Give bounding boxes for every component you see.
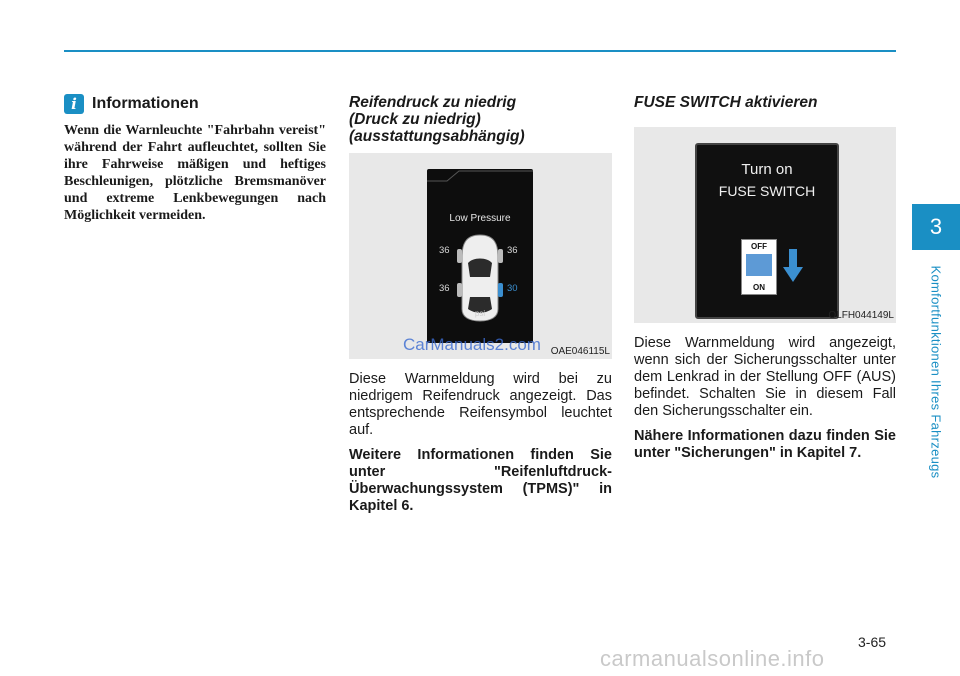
tire-body-text: Diese Warnmeldung wird bei zu niedrigem Reifendruck angezeigt. Das entsprechende Reifensymbol leuchtet auf. (349, 371, 612, 438)
info-icon: i (64, 94, 84, 114)
switch-knob (746, 254, 772, 276)
fuse-display (695, 143, 839, 319)
tpms-display (427, 169, 533, 343)
tire-rear-right-value: 30 (507, 283, 518, 294)
fuse-figure-code: OLFH044149L (828, 310, 894, 321)
tire-title-line1: Reifendruck zu niedrig (349, 94, 517, 111)
top-rule (64, 50, 896, 52)
figure-watermark: CarManuals2.com (403, 335, 541, 354)
info-body: Wenn die Warnleuchte "Fahrbahn vereist" während der Fahrt aufleuchtet, sollten Sie ihre Fahrweise mäßigen und heftiges Beschleunigen, plötzliche Bremsmanöver und extreme Lenkbewegungen nach Möglichkeit vermeiden. (64, 123, 326, 223)
screen-frame-line (427, 171, 533, 181)
tire-reference-text: Weitere Informationen finden Sie unter "Reifenluftdruck-Überwachungssystem (TPMS)" in Kapitel 6. (349, 447, 612, 514)
fuse-figure (634, 127, 896, 323)
fuse-screen-line2: FUSE SWITCH (718, 183, 816, 199)
tire-rear-left-value: 36 (439, 283, 450, 294)
info-column (64, 94, 326, 224)
fuse-switch-column (634, 94, 896, 462)
fuse-screen-line1: Turn on (741, 161, 793, 178)
tire-figure (349, 153, 612, 359)
fuse-body-text: Diese Warnmeldung wird angezeigt, wenn sich der Sicherungsschalter unter dem Lenkrad in der Stellung OFF (AUS) befindet. Schalten Sie in diesem Fall den Sicherungsschalter ein. (634, 335, 896, 419)
arrow-down-icon (783, 249, 803, 283)
page-number: 3-65 (858, 634, 887, 650)
low-tire-indicator (498, 283, 503, 297)
fuse-reference-text: Nähere Informationen dazu finden Sie unter "Sicherungen" in Kapitel 7. (634, 428, 896, 461)
tire-section-title (349, 94, 612, 145)
switch-off-label: OFF (751, 242, 767, 251)
tpms-screen-title: Low Pressure (449, 213, 511, 224)
chapter-label: Komfortfunktionen Ihres Fahrzeugs (928, 265, 944, 479)
footer-watermark: carmanualsonline.info (600, 646, 825, 671)
tire-figure-code: OAE046115L (550, 346, 610, 357)
tire-front-left-value: 36 (439, 245, 450, 256)
tire-title-line2: (Druck zu niedrig) (349, 111, 481, 128)
tire-front-right-value: 36 (507, 245, 518, 256)
chapter-tab: 3 (912, 204, 960, 250)
tpms-unit-label: psi (474, 309, 486, 318)
fuse-section-title: FUSE SWITCH aktivieren (634, 94, 818, 111)
switch-on-label: ON (753, 283, 765, 292)
tire-pressure-column (349, 94, 612, 515)
info-title: Informationen (92, 95, 199, 112)
fuse-switch-graphic (741, 239, 777, 295)
tire-title-line3: (ausstattungsabhängig) (349, 128, 525, 145)
info-header (64, 94, 326, 114)
